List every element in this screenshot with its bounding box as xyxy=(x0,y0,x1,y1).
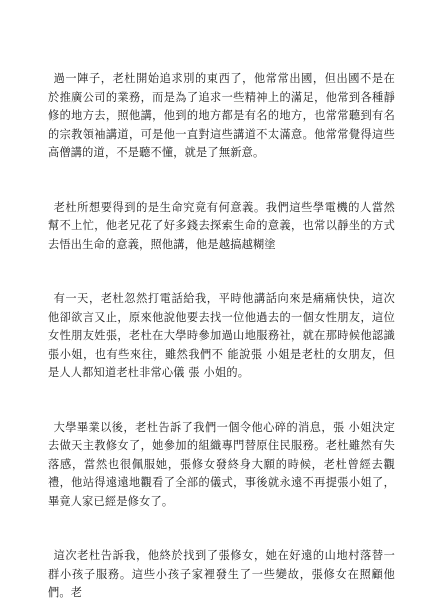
paragraph-3: 有一天，老杜忽然打電話給我，平時他講話向來是痛痛快快，這次他卻欲言又止，原來他說他要去找一位他過去的一個女性朋友，這位女性朋友姓張，老杜在大學時參加過山地服務社，就在那時候他認識張小姐，也有些來往，雖然我們不 能說張 小姐是老杜的女朋友，但是人人都知道老杜非常心儀 張 小姐的。 xyxy=(48,292,395,379)
paragraph-5: 這次老杜告訴我，他終於找到了張修女，她在好遠的山地村落替一群小孩子服務。這些小孩子家裡發生了一些變故，張修女在照顧他們。老 xyxy=(48,549,395,599)
paragraph-4: 大學畢業以後，老杜告訴了我們一個令他心碎的消息，張 小姐決定去做天主教修女了，她參加的組織專門替原住民服務。老杜雖然有失落感，當然也很佩服她，張修女發終身大願的時候，老杜曾經去觀禮，他站得遠遠地觀看了全部的儀式，事後就永遠不再提張小姐了，畢竟人家已經是修女了。 xyxy=(48,420,395,508)
paragraph-1: 過一陣子，老杜開始追求別的東西了，他常常出國，但出國不是在於推廣公司的業務，而是為了追求一些精神上的滿足，他常到各種靜修的地方去，照他講，他到的地方都是有名的地方，也常常聽到有名的宗教領袖講道，可是他一直對這些講道不太滿意。他常常覺得這些高僧講的道，不是聽不懂，就是了無新意。 xyxy=(48,72,395,159)
paragraph-2: 老杜所想要得到的是生命究竟有何意義。我們這些學電機的人當然幫不上忙，他老兄花了好多錢去探索生命的意義，也常以靜坐的方式去悟出生命的意義，照他講，他是越搞越糊塗 xyxy=(48,200,395,251)
